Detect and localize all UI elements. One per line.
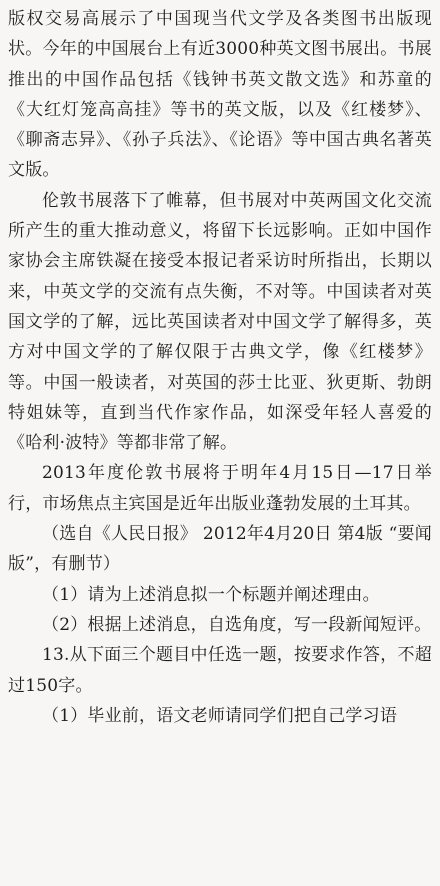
question-13-heading: 13.从下面三个题目中任选一题，按要求作答，不超过150字。 — [8, 645, 432, 696]
source-citation: （选自《人民日报》 2012年4月20日 第4版 “要闻版”，有删节） — [8, 524, 432, 575]
paragraph-cultural-exchange: 伦敦书展落下了帷幕，但书展对中英两国文化交流所产生的重大推动意义，将留下长远影响。正如中国作家协会主席铁凝在接受本报记者采访时所指出，长期以来，中英文学的交流有点失衡，不对等。中国读者对英国文学的了解，远比英国读者对中国文学了解得多，英方对中国文学的了解仅限于古典文学，像《红楼梦》等。中国一般读者，对英国的莎士比亚、狄更斯、勃朗特姐妹等，直到当代作家作品，如深受年轻人喜爱的《哈利·波特》等都非常了解。 — [8, 190, 432, 454]
question-2-commentary: （2）根据上述消息，自选角度，写一段新闻短评。 — [42, 614, 432, 635]
question-1-title: （1）请为上述消息拟一个标题并阐述理由。 — [42, 584, 380, 605]
paragraph-book-exhibition-overview: 版权交易高展示了中国现当代文学及各类图书出版现状。今年的中国展台上有近3000种英文图书展出。书展推出的中国作品包括《钱钟书英文散文选》和苏童的《大红灯笼高高挂》等书的英文版，以及《红楼梦》、《聊斋志异》、《孙子兵法》、《论语》等中国古典名著英文版。 — [8, 9, 432, 181]
document-page — [8, 4, 432, 731]
question-13-option-1: （1）毕业前，语文老师请同学们把自己学习语 — [42, 705, 398, 726]
paragraph-next-year-fair: 2013年度伦敦书展将于明年4月15日—17日举行，市场焦点主宾国是近年出版业蓬勃发展的土耳其。 — [8, 463, 432, 514]
